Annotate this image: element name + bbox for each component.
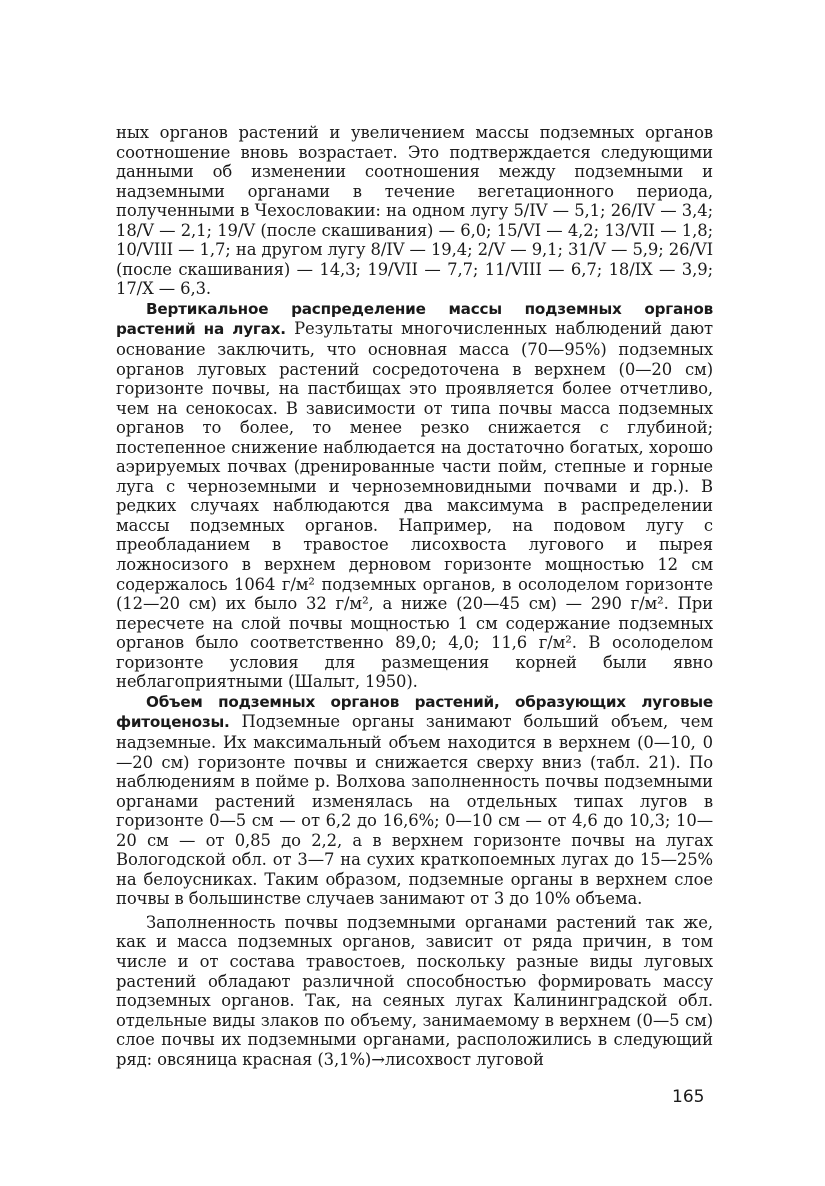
paragraph-continuation	[116, 123, 713, 299]
paragraph-text: Результаты многочисленных наблюдений дают основание заключить, что основная масса (70—95%) подземных органов луговых растений сосредоточена в верхнем (0—20 см) горизонте почвы, на пастбищах это проявляется более отчетливо, чем на сенокосах. В зависимости от типа почвы масса подземных органов то более, то менее резко снижается с глубиной; постепенное снижение наблюдается на достаточно богатых, хорошо аэрируемых почвах (дренированные части пойм, степные и горные луга с черноземными и черноземновидными почвами и др.). В редких случаях наблюдаются два максимума в распределении массы подземных органов. Например, на подовом лугу с преобладанием в травостое лисохвоста лугового и пырея ложносизого в верхнем дерновом горизонте мощностью 12 см содержалось 1064 г/м² подземных органов, в осолоделом горизонте (12—20 см) их было 32 г/м², а ниже (20—45 см) — 290 г/м². При пересчете на слой почвы мощностью 1 см содержание подземных органов было соответственно 89,0; 4,0; 11,6 г/м². В осолоделом горизонте условия для размещения корней были явно неблагоприятными (Шалыт, 1950).	[116, 319, 713, 692]
paragraph-text: ных органов растений и увеличением массы подземных органов соотношение вновь возрастает. Это подтверждается следующими данными об изменении соотношения между подземными и надземными органами в течение вегетационного периода, полученными в Чехословакии: на одном лугу 5/IV — 5,1; 26/IV — 3,4; 18/V — 2,1; 19/V (после скашивания) — 6,0; 15/VI — 4,2; 13/VII — 1,8; 10/VIII — 1,7; на другом лугу 8/IV — 19,4; 2/V — 9,1; 31/V — 5,9; 26/VI (после скашивания) — 14,3; 19/VII — 7,7; 11/VIII — 6,7; 18/IX — 3,9; 17/X — 6,3.	[116, 123, 713, 299]
paragraph-heading: Объем подземных органов растений, образующих луговые фитоценозы.	[116, 692, 713, 732]
paragraph-vertical-distribution	[116, 299, 713, 692]
paragraph-text: Подземные органы занимают больший объем, чем надземные. Их максимальный объем находится в верхнем (0—10, 0—20 см) горизонте почвы и снижается сверху вниз (табл. 21). По наблюдениям в пойме р. Волхова заполненность почвы подземными органами растений изменялась на отдельных типах лугов в горизонте 0—5 см — от 6,2 до 16,6%; 0—10 см — от 4,6 до 10,3; 10—20 см — от 0,85 до 2,2, а в верхнем горизонте почвы на лугах Вологодской обл. от 3—7 на сухих краткопоемных лугах до 15—25% на белоусниках. Таким образом, подземные органы в верхнем слое почвы в большинстве случаев занимают от 3 до 10% объема.	[116, 712, 713, 909]
page-body	[116, 123, 713, 1069]
page-number: 165	[672, 1087, 705, 1107]
paragraph-heading: Вертикальное распределение массы подземных органов растений на лугах.	[116, 299, 713, 339]
paragraph-text: Заполненность почвы подземными органами растений так же, как и масса подземных органов, зависит от ряда причин, в том числе и от состава травостоев, поскольку разные виды луговых растений обладают различной способностью формировать массу подземных органов. Так, на сеяных лугах Калининградской обл. отдельные виды злаков по объему, занимаемому в верхнем (0—5 см) слое почвы их подземными органами, расположились в следующий ряд: овсяница красная (3,1%)→лисохвост луговой	[116, 912, 713, 1069]
paragraph-fill-ratio	[116, 913, 713, 1069]
paragraph-volume	[116, 692, 713, 909]
